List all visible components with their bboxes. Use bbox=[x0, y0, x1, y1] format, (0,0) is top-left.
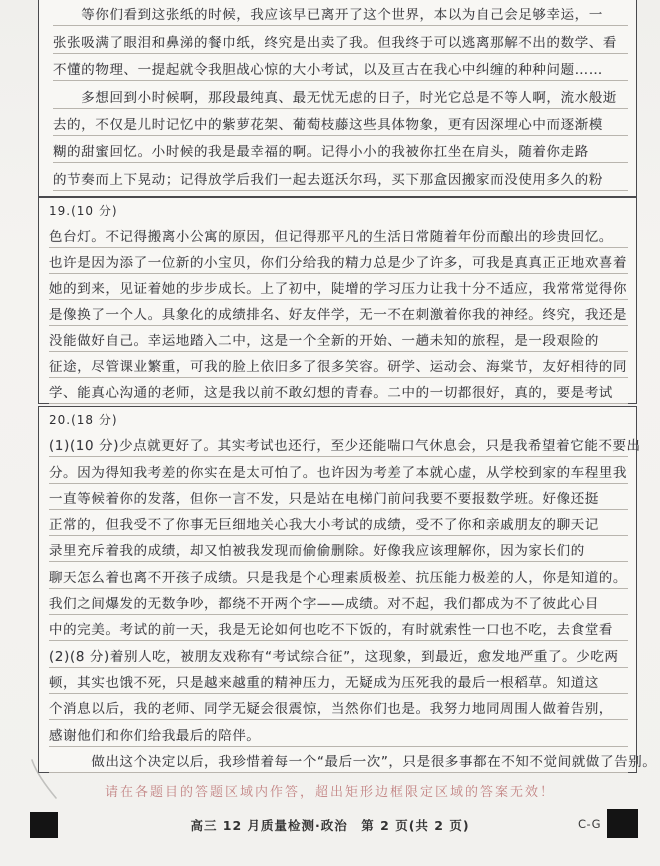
handwritten-line bbox=[48, 747, 657, 773]
answer-box-q19 bbox=[38, 197, 637, 404]
handwritten-line bbox=[49, 536, 628, 562]
question-19-label: 19.(10 分) bbox=[49, 204, 118, 218]
handwriting-text: (1)(10 分)少点就更好了。其实考试也还行，至少还能喘口气休息会，只是我希望着它能不要出 bbox=[48, 438, 641, 455]
handwriting-text: 多想回到小时候啊，那段最纯真、最无忧无虑的日子，时光它总是不等人啊，流水般逝 bbox=[52, 89, 618, 106]
handwriting-text: (2)(8 分)着别人吃，被朋友戏称有“考试综合征”，这现象，到最近，愈发地严重了。少吃两 bbox=[48, 648, 619, 665]
handwriting-text: 顿，其实也饿不死，只是越来越重的精神压力，无疑成为压死我的最后一根稻草。知道这 bbox=[48, 674, 600, 691]
q19-lines bbox=[49, 222, 628, 404]
handwriting-text: 色台灯。不记得搬离小公寓的原因，但记得那平凡的生活日常随着年份而酿出的珍贵回忆。 bbox=[48, 229, 614, 245]
handwriting-text: 的节奏而上下晃动；记得放学后我们一起去逛沃尔玛，买下那盒因搬家而没使用多久的粉 bbox=[52, 171, 604, 188]
handwriting-text: 也许是因为添了一位新的小宝贝，你们分给我的精力总是少了许多，可我是真真正正地欢喜着 bbox=[48, 255, 628, 271]
handwritten-line bbox=[49, 457, 628, 483]
footer-exam-title: 高三 12 月质量检测·政治 第 2 页(共 2 页) bbox=[190, 818, 470, 833]
handwritten-line bbox=[49, 641, 628, 667]
handwritten-line bbox=[49, 694, 628, 720]
essay-lines bbox=[53, 0, 628, 196]
handwriting-text: 等你们看到这张纸的时候，我应该早已离开了这个世界，本以为自己会足够幸运，一 bbox=[52, 7, 604, 24]
handwriting-text: 没能做好自己。幸运地踏入二中，这是一个全新的开始、一趟未知的旅程，是一段艰险的 bbox=[48, 333, 600, 349]
handwritten-line bbox=[49, 589, 628, 615]
handwritten-line bbox=[49, 562, 628, 588]
handwritten-line bbox=[49, 720, 628, 746]
q20-lines bbox=[48, 431, 657, 773]
handwriting-text: 去的，不仅是儿时记忆中的紫萝花架、葡萄枝藤这些具体物象，更有因深埋心中而逐渐模 bbox=[52, 116, 604, 133]
handwritten-line bbox=[49, 222, 628, 248]
handwritten-line bbox=[49, 484, 628, 510]
handwritten-line bbox=[49, 248, 628, 274]
handwritten-line bbox=[48, 431, 641, 457]
handwritten-line bbox=[49, 668, 628, 694]
handwriting-text: 糊的甜蜜回忆。小时候的我是最幸福的啊。记得小小的我被你扛坐在肩头，随着你走路 bbox=[52, 144, 589, 161]
handwritten-line bbox=[53, 81, 628, 108]
handwritten-line bbox=[53, 26, 628, 53]
handwritten-line bbox=[49, 378, 628, 404]
handwriting-text: 一直等候着你的发落，但你一言不发，只是站在电梯门前问我要不要报数学班。好像还挺 bbox=[48, 490, 600, 507]
handwriting-text: 分。因为得知我考差的你实在是太可怕了。也许因为考差了本就心虚，从学校到家的车程里我 bbox=[48, 464, 628, 481]
handwriting-text: 她的到来，见证着她的步步成长。上了初中，陡增的学习压力让我十分不适应，我常常觉得你 bbox=[48, 281, 628, 297]
handwritten-line bbox=[53, 163, 628, 190]
answer-box-q20 bbox=[38, 406, 657, 773]
handwriting-text: 张张吸满了眼泪和鼻涕的餐巾纸，终究是出卖了我。但我终于可以逃离那解不出的数学、看 bbox=[52, 34, 618, 51]
handwriting-text: 学、能真心沟通的老师，这是我以前不敢幻想的青春。二中的一切都很好，真的，要是考试 bbox=[48, 385, 614, 401]
answer-area-warning-text: 请在各题目的答题区域内作答，超出矩形边框限定区域的答案无效！ bbox=[104, 785, 555, 800]
handwritten-line bbox=[53, 0, 628, 26]
footer-version-code: C-G bbox=[578, 817, 602, 831]
handwritten-line bbox=[49, 274, 628, 300]
handwritten-line bbox=[49, 352, 628, 378]
handwriting-text: 征途，尽管课业繁重，可我的脸上依旧多了很多笑容。研学、运动会、海棠节，友好相待的同 bbox=[48, 359, 628, 375]
handwriting-text: 我们之间爆发的无数争吵，都绕不开两个字——成绩。对不起，我们都成为不了彼此心目 bbox=[48, 596, 600, 613]
handwritten-line bbox=[53, 136, 628, 163]
handwritten-line bbox=[53, 54, 628, 81]
handwriting-text: 个消息以后，我的老师、同学无疑会很震惊，当然你们也是。我努力地同周围人做着告别， bbox=[48, 701, 614, 718]
question-20-label: 20.(18 分) bbox=[49, 413, 118, 427]
handwriting-text: 聊天怎么着也离不开孩子成绩。只是我是个心理素质极差、抗压能力极差的人，你是知道的。 bbox=[48, 569, 628, 586]
handwriting-text: 是像换了一个人。具象化的成绩排名、好友伴学，无一不在刺激着你我的神经。终究，我还是 bbox=[48, 307, 628, 323]
handwriting-text: 正常的，但我受不了你事无巨细地关心我大小考试的成绩，受不了你和亲戚朋友的聊天记 bbox=[48, 517, 600, 534]
handwritten-line bbox=[53, 109, 628, 136]
handwriting-text: 不懂的物理、一提起就令我胆战心惊的大小考试，以及亘古在我心中纠缠的种种问题…… bbox=[52, 62, 604, 79]
handwriting-text: 中的完美。考试的前一天，我是无论如何也吃不下饭的，有时就索性一口也不吃，去食堂看 bbox=[48, 622, 614, 639]
handwritten-line bbox=[49, 510, 628, 536]
answer-box-essay bbox=[38, 0, 637, 197]
handwriting-text: 做出这个决定以后，我珍惜着每一个“最后一次”，只是很多事都在不知不觉间就做了告别。 bbox=[48, 753, 657, 770]
handwriting-text: 感谢他们和你们给我最后的陪伴。 bbox=[48, 727, 261, 744]
handwritten-line bbox=[49, 615, 628, 641]
handwritten-line bbox=[49, 326, 628, 352]
registration-mark-right bbox=[607, 809, 638, 838]
handwriting-text: 录里充斥着我的成绩，却又怕被我发现而偷偷删除。好像我应该理解你，因为家长们的 bbox=[48, 543, 585, 560]
handwritten-line bbox=[49, 300, 628, 326]
